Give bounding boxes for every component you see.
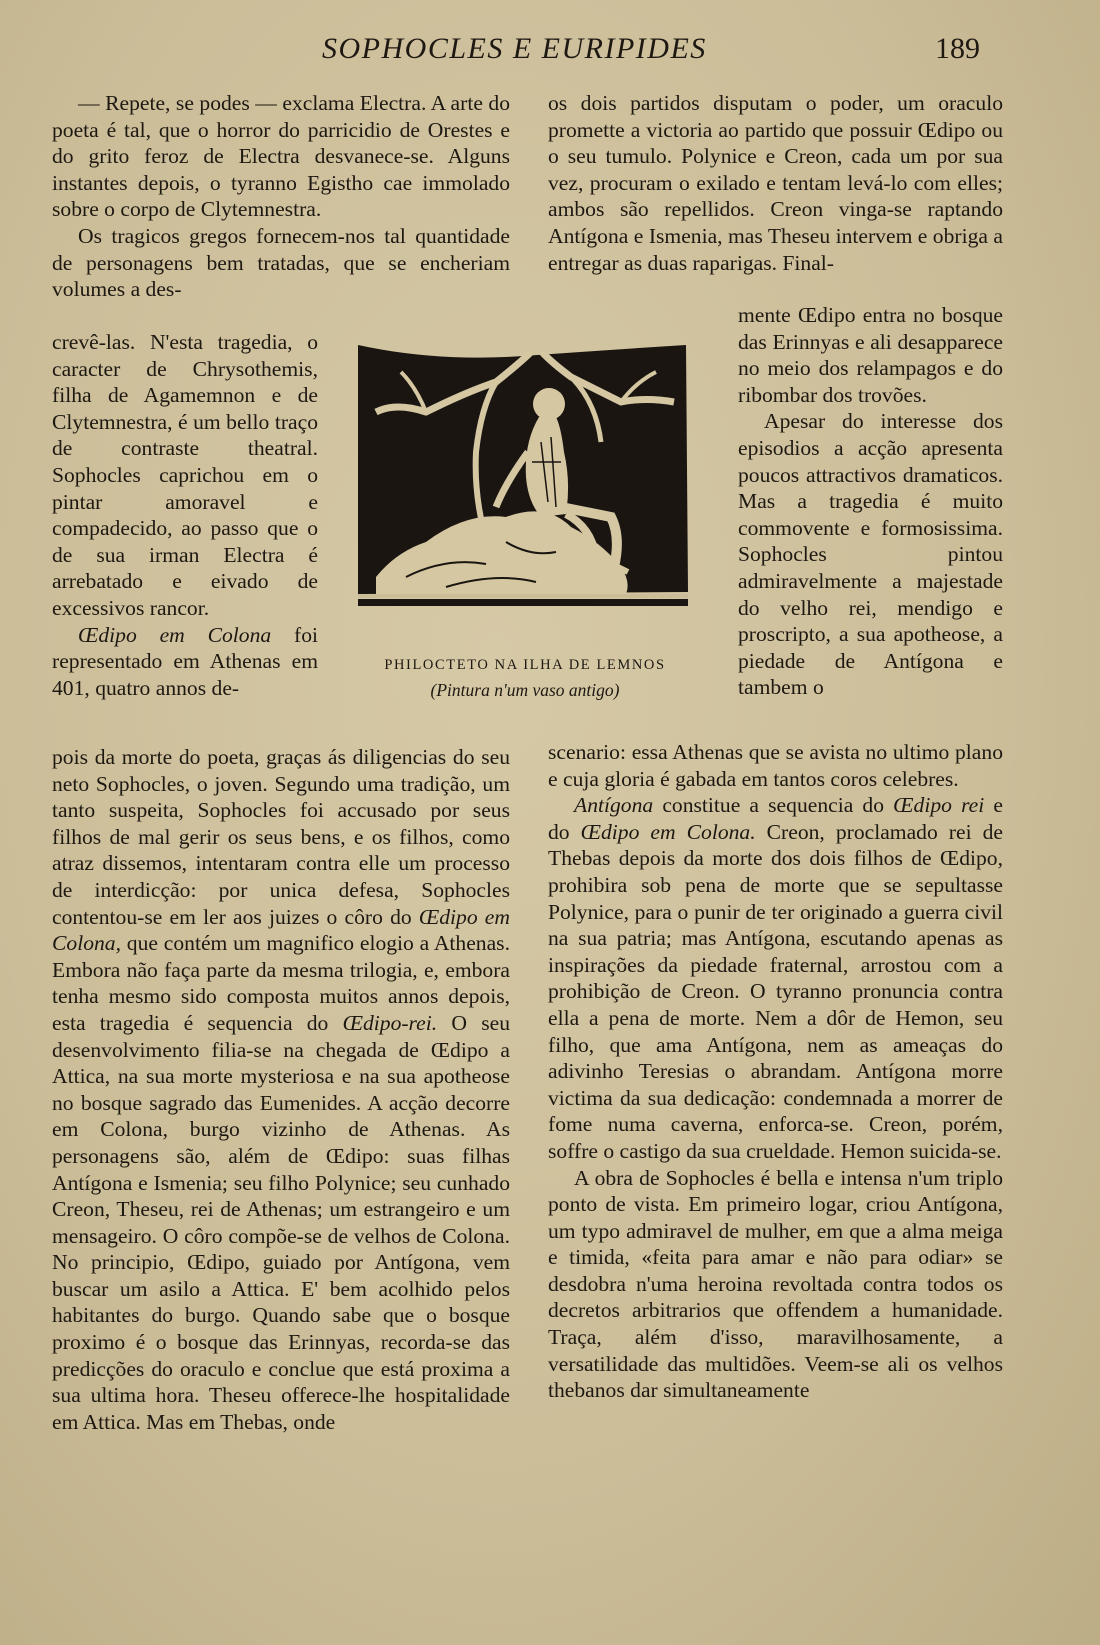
text-run: O seu desenvolvimento filia-se na chegada de Œdipo a Attica, na sua morte mysteriosa e na sua apotheose no bosque sagrado das Eumenides. A acção decorre em Colona, burgo vizinho de Athenas. As personagens são, além de Œdipo: suas filhas Antígona e Ismenia; seu filho Polynice; seu cunhado Creon, Theseu, rei de Athenas; um estrangeiro e um mensageiro. O côro compõe-se de velhos de Colona. No principio, Œdipo, guiado por Antígona, vem buscar um asilo a Attica. E' bem acolhido pelos habitantes do burgo. Quando sabe que o bosque proximo é o bosque das Erinnyas, recorda-se das predicções do oraculo e conclue que está proxima a sua ultima hora. Theseu offerece-lhe hospitalidade em Attica. Mas em Thebas, onde <box>52 1010 510 1434</box>
running-title: SOPHOCLES E EURIPIDES <box>322 32 707 65</box>
work-title: Œdipo-rei. <box>342 1010 438 1035</box>
right-column-top <box>548 90 1003 276</box>
paragraph <box>52 744 510 1435</box>
work-title: Œdipo em Colona, <box>52 904 510 956</box>
text-run: que contém um magnifico elogio a Athenas. Embora não faça parte da mesma trilogia, e, embora tenha mesmo sido composta muitos annos depois, esta tragedia é sequencia do <box>52 931 510 1035</box>
page-number: 189 <box>935 32 980 65</box>
paragraph <box>548 792 1003 1164</box>
work-title: Œdipo rei <box>893 793 985 818</box>
text-run: foi representado em Athenas em 401, quatro annos de- <box>52 622 318 700</box>
paragraph: os dois partidos disputam o poder, um oraculo promette a victoria ao partido que possuir Œdipo ou o seu tumulo. Polynice e Creon, cada um por sua vez, procuram o exilado e tentam levá-lo com elles; ambos são repellidos. Creon vinga-se raptando Antígona e Ismenia, mas Theseu intervem e obriga a entregar as duas raparigas. Final- <box>548 91 1003 275</box>
text-run: constitue a sequencia do <box>653 793 894 818</box>
philocteto-vase-image <box>356 342 690 649</box>
page-header <box>0 30 1100 70</box>
left-column-bottom <box>52 744 510 1435</box>
right-column-wrap <box>738 302 1003 701</box>
left-column-wrap <box>52 329 318 701</box>
paragraph: — Repete, se podes — exclama Electra. A arte do poeta é tal, que o horror do parricidio de Orestes e do grito feroz de Electra desvanece-se. Alguns instantes depois, o tyranno Egistho cae immolado sobre o corpo de Clytemnestra. <box>52 91 510 222</box>
text-run: e do <box>548 793 1004 844</box>
vase-painting-illustration <box>356 342 690 649</box>
work-title: Antígona <box>574 793 654 818</box>
figure-caption-subtitle: (Pintura n'um vaso antigo) <box>430 680 620 700</box>
right-column-bottom <box>548 739 1003 1404</box>
left-column-top <box>52 90 510 303</box>
text-run: Creon, proclamado rei de Thebas depois da morte dos dois filhos de Œdipo, prohibira sob pena de morte que se sepultasse Polynice, para o punir de ter originado a guerra civil na sua patria; mas Antígona, escutando apenas as inspirações da piedade fraternal, arrostou com a prohibição de Creon. O tyranno pronuncia contra ella a pena de morte. Nem a dôr de Hemon, seu filho, que ama Antígona, nem as ameaças do adivinho Teresias o abrandam. Antígona morre victima da sua dedicação: condemnada a morrer de fome numa caverna, enforca-se. Creon, porém, soffre o castigo da sua crueldade. Hemon suicida-se. <box>548 819 1003 1163</box>
work-title: Œdipo em Colona. <box>580 819 756 844</box>
text-run: pois da morte do poeta, graças ás diligencias do seu neto Sophocles, o joven. Segundo uma tradição, um tanto suspeita, Sophocles foi accusado por seus filhos de mal gerir os seus bens, e os filhos, como atraz dissemos, intentaram contra elle um processo de interdicção: por unica defesa, Sophocles contentou-se em ler aos juizes o côro do <box>52 745 510 929</box>
figure-caption-title: PHILOCTETO NA ILHA DE LEMNOS <box>384 657 666 673</box>
paragraph: A obra de Sophocles é bella e intensa n'um triplo ponto de vista. Em primeiro logar, criou Antígona, um typo admiravel de mulher, em que a alma meiga e timida, «feita para amar e não para odiar» se desdobra n'uma heroina revoltada contra todos os decretos arbitrarios que offendem a humanidade. Traça, além d'isso, maravilhosamente, a versatilidade das multidões. Veem-se ali os velhos thebanos dar simultaneamente <box>548 1165 1003 1403</box>
paragraph: scenario: essa Athenas que se avista no ultimo plano e cuja gloria é gabada em tantos coros celebres. <box>548 740 1003 791</box>
paragraph: Apesar do interesse dos episodios a acção apresenta poucos attractivos dramaticos. Mas a tragedia é muito commovente e formosissima. Sophocles pintou admiravelmente a majestade do velho rei, mendigo e proscripto, a sua apotheose, a piedade de Antígona e tambem o <box>738 409 1003 700</box>
paragraph: mente Œdipo entra no bosque das Erinnyas e ali desapparece no meio dos relampagos e do ribombar dos trovões. <box>738 303 1003 407</box>
work-title: Œdipo em Colona <box>78 622 272 647</box>
paragraph: crevê-las. N'esta tragedia, o caracter de Chrysothemis, filha de Agamemnon e de Clytemnestra, é um bello traço de contraste theatral. Sophocles caprichou em o pintar amoravel e compadecido, ao passo que o de sua irman Electra é arrebatado e eivado de excessivos rancor. <box>52 330 318 620</box>
paragraph <box>52 622 318 702</box>
paragraph: Os tragicos gregos fornecem-nos tal quantidade de personagens bem tratadas, que se encheriam volumes a des- <box>52 223 510 302</box>
